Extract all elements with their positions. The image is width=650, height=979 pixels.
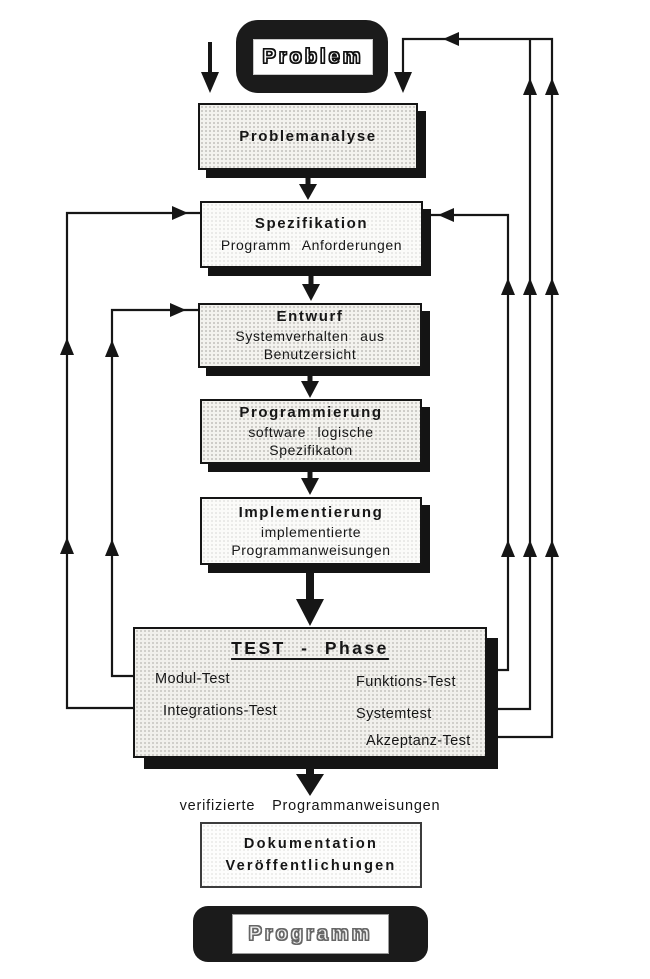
flow-entwurf-to-programmierung	[301, 376, 319, 398]
arrowhead-down-icon	[394, 72, 412, 93]
arrowhead-right-icon	[170, 303, 186, 317]
feedback-test-to-problemanalyse-1	[487, 40, 537, 709]
arrowhead-up-icon	[60, 537, 74, 554]
box-spezifikation-title: Spezifikation	[254, 215, 369, 232]
arrowhead-down-icon	[301, 478, 319, 495]
arrowhead-up-icon	[105, 539, 119, 556]
box-entwurf	[198, 303, 422, 368]
flow-problemanalyse-to-spezifikation	[299, 176, 317, 200]
box-test-phase	[133, 627, 487, 758]
arrowhead-up-icon	[545, 78, 559, 95]
box-entwurf-subtitle-line1: Systemverhalten aus	[235, 328, 385, 344]
arrowhead-down-icon	[301, 381, 319, 398]
test-item-akzeptanz: Akzeptanz-Test	[366, 733, 471, 749]
flow-problem-to-problemanalyse	[201, 42, 219, 93]
arrowhead-down-icon	[299, 184, 317, 200]
box-dokumentation	[200, 822, 422, 888]
feedback-test-to-spezifikation-right	[423, 208, 515, 670]
problem-node-inner	[253, 39, 373, 75]
arrowhead-left-icon	[443, 32, 459, 46]
flow-test-to-output	[296, 768, 324, 796]
dokumentation-line1: Dokumentation	[243, 836, 379, 852]
box-entwurf-subtitle-line2: Benutzersicht	[263, 346, 357, 362]
box-problemanalyse-title: Problemanalyse	[239, 128, 377, 145]
verified-output-label: verifizierte Programmanweisungen	[179, 798, 441, 814]
box-spezifikation	[200, 201, 423, 268]
test-item-system: Systemtest	[356, 706, 432, 722]
arrowhead-down-icon	[296, 599, 324, 626]
test-phase-title: TEST - Phase	[231, 638, 389, 658]
flow-spezifikation-to-entwurf	[302, 276, 320, 301]
test-item-modul: Modul-Test	[155, 671, 230, 687]
flow-implementierung-to-test	[296, 573, 324, 626]
box-implementierung-subtitle-line1: implementierte	[260, 523, 362, 540]
box-implementierung	[200, 497, 422, 565]
arrowhead-up-icon	[523, 78, 537, 95]
box-problemanalyse	[198, 103, 418, 170]
arrowhead-up-icon	[523, 278, 537, 295]
programm-node-inner	[232, 914, 389, 954]
box-entwurf-title: Entwurf	[276, 308, 344, 325]
dokumentation-line2: Veröffentlichungen	[225, 858, 397, 874]
box-spezifikation-subtitle: Programm Anforderungen	[220, 237, 403, 253]
box-programmierung-subtitle-line1: software logische	[248, 424, 374, 440]
programm-label: Programm	[248, 922, 373, 945]
arrowhead-left-icon	[438, 208, 454, 222]
arrowhead-up-icon	[545, 540, 559, 557]
flow-programmierung-to-implementierung	[301, 472, 319, 495]
arrowhead-down-icon	[296, 774, 324, 796]
problem-node	[236, 20, 388, 93]
box-programmierung-title: Programmierung	[239, 404, 383, 421]
box-implementierung-title: Implementierung	[238, 503, 384, 521]
arrowhead-right-icon	[172, 206, 188, 220]
arrowhead-up-icon	[105, 340, 119, 357]
arrowhead-up-icon	[501, 278, 515, 295]
test-item-funktions: Funktions-Test	[356, 674, 456, 690]
arrowhead-down-icon	[302, 284, 320, 301]
arrowhead-down-icon	[201, 72, 219, 93]
arrowhead-up-icon	[60, 338, 74, 355]
feedback-test-to-entwurf-left	[105, 303, 198, 676]
arrowhead-up-icon	[523, 540, 537, 557]
arrowhead-up-icon	[545, 278, 559, 295]
box-programmierung	[200, 399, 422, 464]
test-item-integrations: Integrations-Test	[163, 703, 277, 719]
box-implementierung-subtitle-line2: Programmanweisungen	[231, 541, 391, 558]
box-programmierung-subtitle-line2: Spezifikaton	[269, 442, 353, 458]
programm-node	[193, 906, 428, 962]
problem-label: Problem	[262, 45, 364, 68]
arrowhead-up-icon	[501, 540, 515, 557]
